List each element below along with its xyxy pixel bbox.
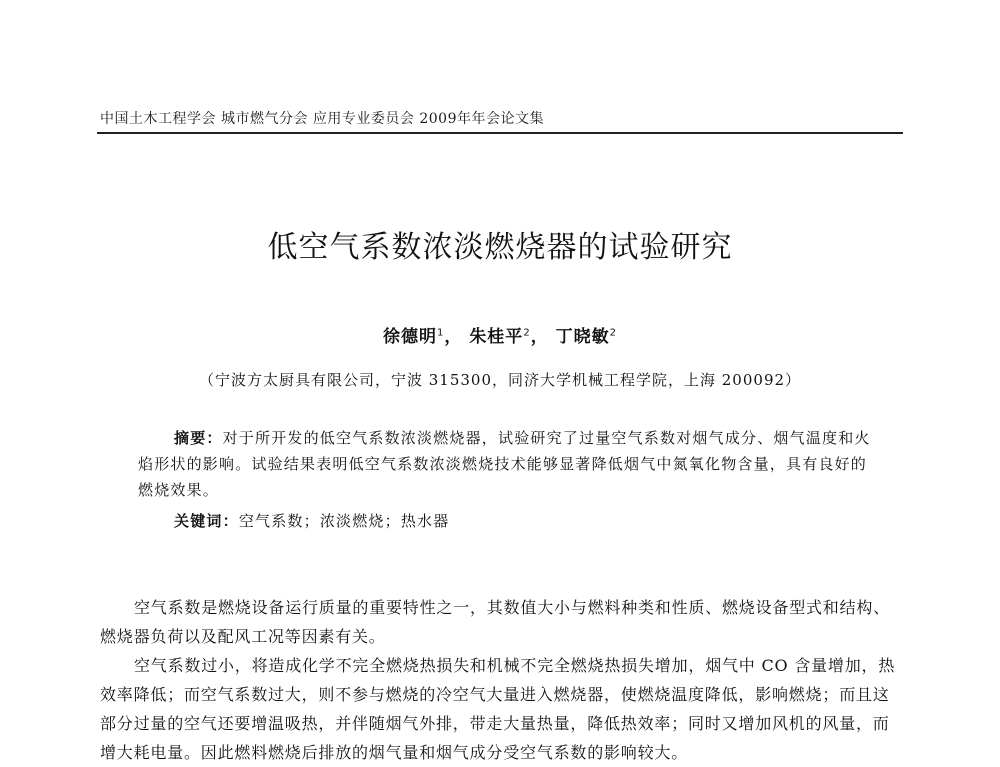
header-divider (97, 132, 903, 134)
proceedings-header: 中国土木工程学会 城市燃气分会 应用专业委员会 2009年年会论文集 (100, 111, 544, 127)
author-affiliation-mark: 1 (437, 327, 445, 339)
paper-title: 低空气系数浓淡燃烧器的试验研究 (267, 230, 733, 265)
author-affiliation-mark: 2 (609, 327, 617, 339)
body-text (100, 593, 905, 767)
author-separator: ， (530, 327, 549, 347)
author-affiliation: （宁波方太厨具有限公司，宁波 315300，同济大学机械工程学院，上海 200092） (198, 371, 802, 389)
author-list (0, 322, 1000, 347)
abstract (138, 425, 873, 503)
keywords-text: 空气系数；浓淡燃烧；热水器 (238, 512, 450, 530)
keywords-label: 关键词： (174, 512, 239, 530)
abstract-text: 对于所开发的低空气系数浓淡燃烧器，试验研究了过量空气系数对烟气成分、烟气温度和火焰形状的影响。试验结果表明低空气系数浓淡燃烧技术能够显著降低烟气中氮氧化物含量，具有良好的燃烧效果。 (138, 429, 871, 499)
author-affiliation-mark: 2 (523, 327, 531, 339)
body-paragraph: 空气系数过小，将造成化学不完全燃烧热损失和机械不完全燃烧热损失增加，烟气中 CO 含量增加，热效率降低；而空气系数过大，则不参与燃烧的冷空气大量进入燃烧器，使燃烧温度降低，影响燃烧；而且这部分过量的空气还要增温吸热，并伴随烟气外排，带走大量热量，降低热效率；同时又增加风机的风量，而增大耗电量。因此燃料燃烧后排放的烟气量和烟气成分受空气系数的影响较大。 (100, 656, 896, 762)
keywords (174, 510, 874, 531)
author-name: 朱桂平 (469, 327, 524, 347)
abstract-label: 摘要： (174, 429, 223, 447)
body-paragraph: 空气系数是燃烧设备运行质量的重要特性之一，其数值大小与燃料种类和性质、燃烧设备型式和结构、燃烧器负荷以及配风工况等因素有关。 (100, 598, 891, 646)
author-name: 徐德明 (383, 327, 438, 347)
author-separator: ， (444, 327, 463, 347)
author-name: 丁晓敏 (555, 327, 610, 347)
